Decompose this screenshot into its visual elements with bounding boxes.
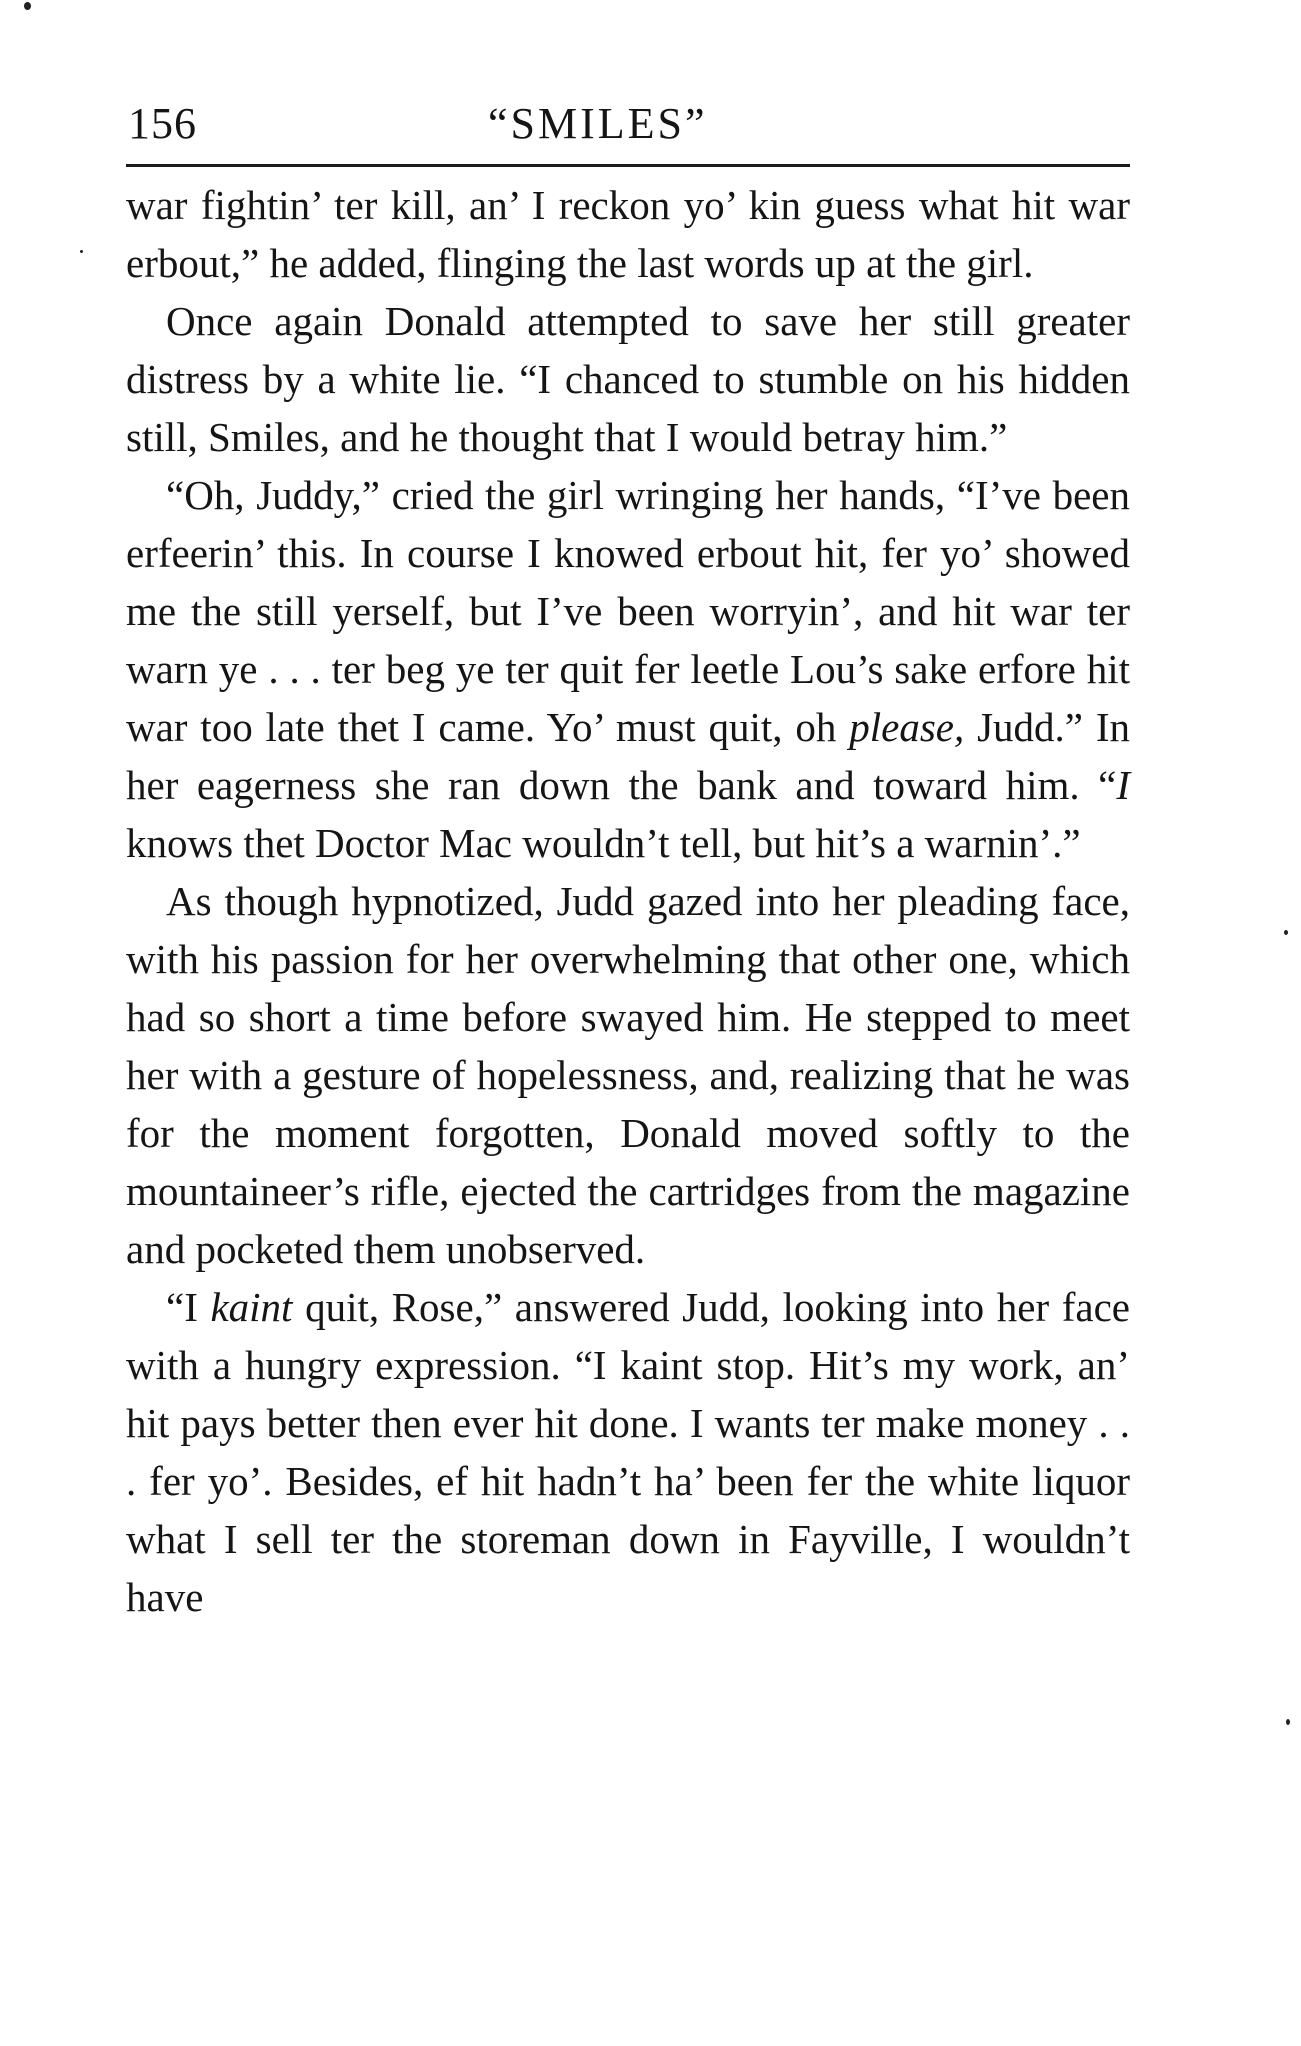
- page-speck: [24, 2, 31, 10]
- emphasis-text: please,: [849, 704, 965, 750]
- emphasis-text: I: [1116, 762, 1130, 808]
- paragraph: [126, 872, 1130, 1278]
- page-speck: [1286, 1719, 1290, 1725]
- paragraph-text: “I: [166, 1284, 211, 1330]
- running-title: “SMILES”: [488, 99, 708, 148]
- paragraph: [126, 292, 1130, 466]
- paragraph-text: Once again Donald attempted to save her still greater distress by a white lie. “I chanced to stumble on his hidden still, Smiles, and he thought that I would betray him.”: [126, 298, 1130, 460]
- emphasis-text: kaint: [210, 1284, 293, 1330]
- paragraph-text: quit, Rose,” answered Judd, looking into her face with a hungry expression. “I kaint stop. Hit’s my work, an’ hit pays better then ever hit done. I wants ter make money . . . fer yo’. Besides, ef hit hadn’t ha’ been fer the white liquor what I sell ter the storeman down in Fayville, I wouldn’t have: [126, 1284, 1130, 1620]
- body-text: [126, 176, 1130, 1626]
- header-rule: [126, 164, 1130, 167]
- paragraph: [126, 176, 1130, 292]
- paragraph-text: Judd.” In her eagerness she ran down the bank and toward him. “: [126, 704, 1131, 808]
- paragraph: [126, 1278, 1130, 1626]
- page-speck: [1284, 930, 1288, 935]
- paragraph-text: “Oh, Juddy,” cried the girl wringing her hands, “I’ve been erfeerin’ this. In course I knowed erbout hit, fer yo’ showed me the still yerself, but I’ve been worryin’, and hit war ter warn ye . . . ter beg ye ter quit fer leetle Lou’s sake erfore hit war too late thet I came. Yo’ must quit, oh: [126, 472, 1130, 750]
- paragraph-text: As though hypnotized, Judd gazed into her pleading face, with his passion for her overwhelming that other one, which had so short a time before swayed him. He stepped to meet her with a gesture of hopelessness, and, realizing that he was for the moment forgotten, Donald moved softly to the mountaineer’s rifle, ejected the cartridges from the magazine and pocketed them unobserved.: [126, 878, 1130, 1272]
- paragraph: [126, 466, 1130, 872]
- page-speck: [80, 250, 83, 253]
- paragraph-text: war fightin’ ter kill, an’ I reckon yo’ kin guess what hit war erbout,” he added, flinging the last words up at the girl.: [126, 182, 1130, 286]
- page-header: [126, 96, 1130, 156]
- paragraph-text: knows thet Doctor Mac wouldn’t tell, but hit’s a warnin’.”: [126, 820, 1081, 866]
- page-number: 156: [128, 99, 197, 148]
